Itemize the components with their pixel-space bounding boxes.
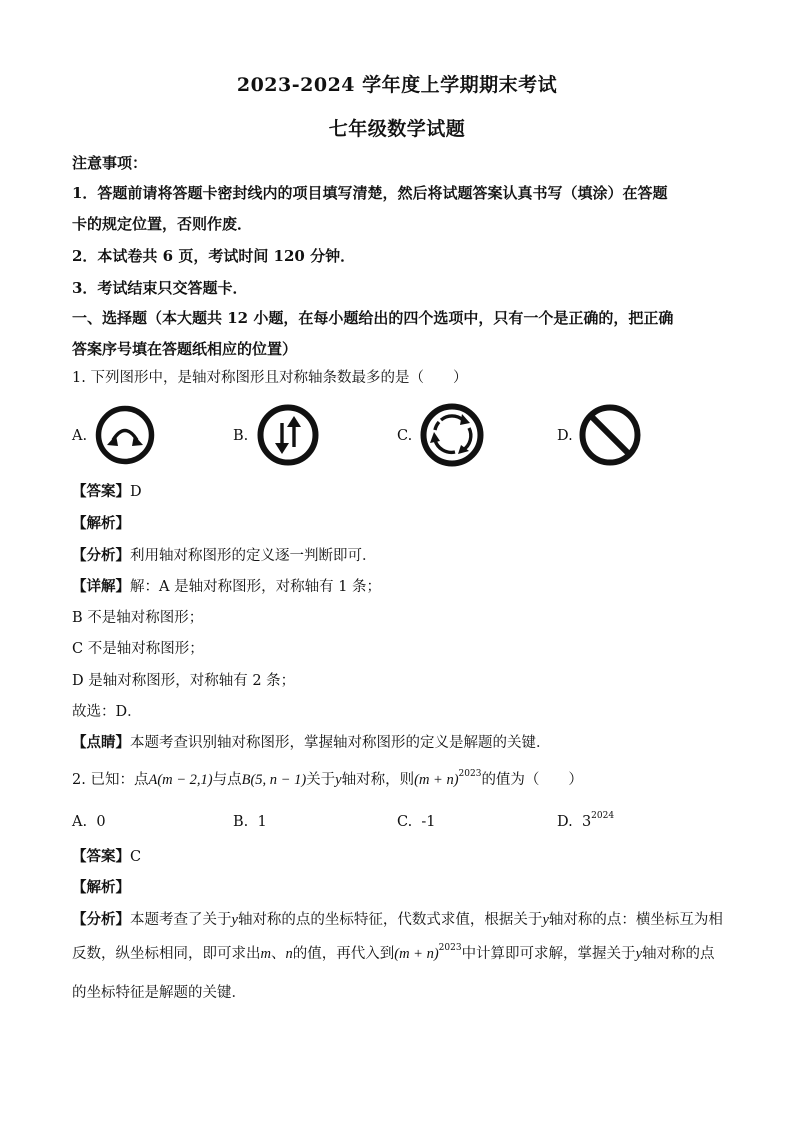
q2-point-b: B	[241, 772, 251, 788]
q2-option-c-label: C.	[397, 814, 413, 830]
q2-option-c-value: -1	[421, 814, 436, 830]
xiangjie-tag: 【详解】	[72, 578, 130, 595]
q2-stem-pre: 2. 已知：点	[72, 772, 149, 788]
xiangjie-text: 解：A 是轴对称图形，对称轴有 1 条；	[130, 579, 382, 595]
q2-expr: (m + n)	[414, 772, 459, 788]
q1-fenxi	[72, 546, 377, 566]
q1-option-d-label: D.	[557, 428, 573, 444]
q2-fenxi-line-2	[72, 944, 715, 966]
notes-item-1-line-1: 1．答题前请将答题卡密封线内的项目填写清楚，然后将试题答案认真书写（填涂）在答题	[72, 184, 668, 202]
q2-option-d	[557, 812, 614, 834]
answer-value: D	[130, 484, 142, 500]
q2-stem-mid2: 关于	[306, 772, 336, 788]
fenxi-text: 中计算即可求解，掌握关于	[461, 946, 636, 962]
q2-stem	[72, 770, 583, 792]
q2-coord-b: (5, n − 1)	[250, 772, 307, 788]
var-y: y	[542, 912, 549, 928]
curved-double-arrow-sign-icon	[94, 404, 156, 466]
expr: (m + n)	[394, 946, 439, 962]
q2-analysis-tag: 【解析】	[72, 879, 130, 896]
prohibition-sign-icon	[578, 403, 642, 467]
notes-item-2: 2．本试卷共 6 页，考试时间 120 分钟．	[72, 247, 356, 265]
q2-stem-end: 的值为（ ）	[481, 772, 583, 788]
q2-option-b-label: B.	[233, 814, 249, 830]
q2-option-a-value: 0	[96, 814, 106, 830]
q2-option-a-label: A.	[72, 814, 88, 830]
q1-stem: 1. 下列图形中，是轴对称图形且对称轴条数最多的是（ ）	[72, 370, 468, 386]
notes-item-3: 3．考试结束只交答题卡．	[72, 279, 248, 297]
q1-choose: 故选：D．	[72, 704, 142, 720]
fenxi-text: 利用轴对称图形的定义逐一判断即可．	[130, 548, 377, 564]
var-m: m	[260, 946, 271, 962]
q2-option-d-value: 3	[581, 814, 592, 830]
exponent: 2023	[438, 943, 462, 953]
q2-axis-y: y	[335, 772, 342, 788]
q1-line-b: B 不是轴对称图形；	[72, 610, 204, 626]
fenxi-text: 、	[270, 946, 286, 962]
var-y: y	[231, 912, 238, 928]
q2-option-d-exp: 2024	[591, 811, 615, 821]
fenxi-tag: 【分析】	[72, 911, 130, 928]
q2-option-c	[397, 812, 436, 832]
q1-option-b-label: B.	[233, 428, 249, 444]
fenxi-text: 轴对称的点：横坐标互为相	[548, 912, 723, 928]
q1-analysis-tag: 【解析】	[72, 515, 130, 532]
q1-option-c-label: C.	[397, 428, 413, 444]
q2-fenxi-line-3: 的坐标特征是解题的关键．	[72, 985, 246, 1001]
q2-option-b-value: 1	[257, 814, 267, 830]
q1-answer	[72, 482, 142, 502]
q2-option-d-label: D.	[557, 814, 573, 830]
exam-subtitle: 七年级数学试题	[328, 118, 466, 140]
q2-stem-mid3: 轴对称，则	[341, 772, 415, 788]
section-heading-line-1: 一、选择题（本大题共 12 小题，在每小题给出的四个选项中，只有一个是正确的，把正确	[72, 309, 674, 327]
answer-value: C	[130, 849, 142, 865]
up-down-arrows-sign-icon	[256, 403, 320, 467]
q2-answer	[72, 847, 141, 867]
fenxi-text: 轴对称的点的坐标特征，代数式求值，根据关于	[237, 912, 543, 928]
dianjing-tag: 【点睛】	[72, 734, 130, 751]
answer-tag: 【答案】	[72, 848, 130, 865]
fenxi-text: 反数，纵坐标相同，即可求出	[72, 946, 261, 962]
q1-line-c: C 不是轴对称图形；	[72, 641, 204, 657]
section-heading-line-2: 答案序号填在答题纸相应的位置）	[72, 340, 298, 358]
fenxi-tag: 【分析】	[72, 547, 130, 564]
q1-dianjing	[72, 733, 551, 753]
fenxi-text: 本题考查了关于	[130, 912, 232, 928]
notes-item-1-line-2: 卡的规定位置，否则作废．	[72, 215, 253, 233]
q2-stem-mid1: 与点	[212, 772, 242, 788]
q1-xiangjie	[72, 577, 381, 597]
fenxi-text: 的值，再代入到	[292, 946, 395, 962]
dianjing-text: 本题考查识别轴对称图形，掌握轴对称图形的定义是解题的关键．	[130, 735, 551, 751]
q2-exp: 2023	[458, 769, 482, 779]
var-n: n	[285, 946, 293, 962]
q2-coord-a: (m − 2,1)	[157, 772, 213, 788]
q2-option-a	[72, 812, 106, 832]
q2-option-b	[233, 812, 267, 832]
exam-title: 2023-2024 学年度上学期期末考试	[236, 74, 558, 96]
q2-point-a: A	[148, 772, 158, 788]
var-y: y	[635, 946, 642, 962]
q1-option-a-label: A.	[72, 428, 88, 444]
q1-line-d: D 是轴对称图形，对称轴有 2 条；	[72, 673, 296, 689]
fenxi-text: 轴对称的点	[642, 946, 715, 962]
notes-heading: 注意事项：	[72, 154, 148, 172]
q2-fenxi-line-1	[72, 910, 723, 930]
answer-tag: 【答案】	[72, 483, 130, 500]
roundabout-sign-icon	[419, 402, 485, 468]
